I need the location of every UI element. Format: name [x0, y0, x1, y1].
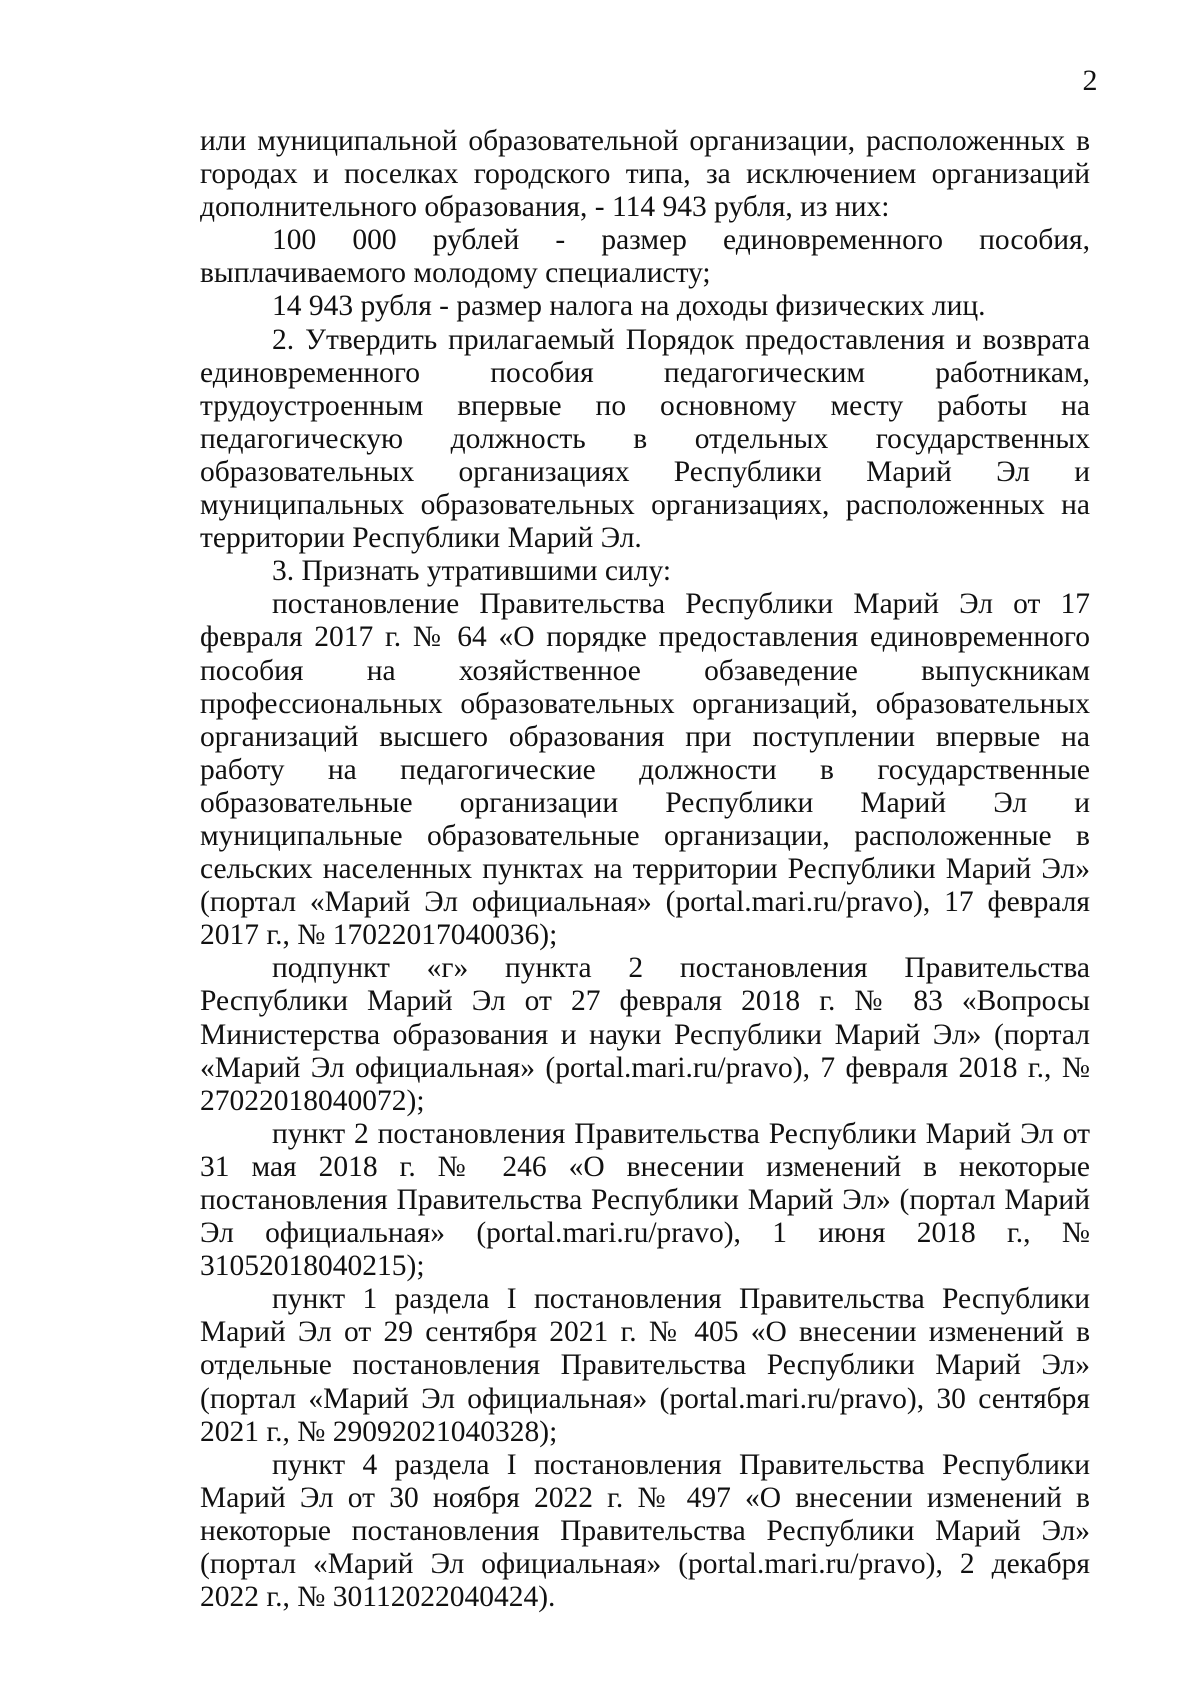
- paragraph-repealed-resolution-64: постановление Правительства Республики Марий Эл от 17 февраля 2017 г. № 64 «О порядке предоставления единовременного пособия на хозяйственное обзаведение выпускникам профессиональных образовательных организаций, образовательных организаций высшего образования при поступлении впервые на работу на педагогические должности в государственные образовательные организации Республики Марий Эл и муниципальные образовательные организации, расположенные в сельских населенных пунктах на территории Республики Марий Эл» (портал «Марий Эл официальная» (portal.mari.ru/pravo), 17 февраля 2017 г., № 17022017040036);: [200, 588, 1090, 952]
- paragraph-funding-remainder: или муниципальной образовательной организации, расположенных в городах и поселках городского типа, за исключением организаций дополнительного образования, - 114 943 рубля, из них:: [200, 125, 1090, 224]
- paragraph-allowance-amount: 100 000 рублей - размер единовременного пособия, выплачиваемого молодому специалисту;: [200, 224, 1090, 290]
- paragraph-repealed-resolution-405: пункт 1 раздела I постановления Правительства Республики Марий Эл от 29 сентября 2021 г. № 405 «О внесении изменений в отдельные постановления Правительства Республики Марий Эл» (портал «Марий Эл официальная» (portal.mari.ru/pravo), 30 сентября 2021 г., № 29092021040328);: [200, 1283, 1090, 1448]
- paragraph-income-tax-amount: 14 943 рубля - размер налога на доходы физических лиц.: [272, 290, 986, 323]
- paragraph-repeal-heading: 3. Признать утратившими силу:: [272, 555, 672, 588]
- paragraph-repealed-resolution-246: пункт 2 постановления Правительства Республики Марий Эл от 31 мая 2018 г. № 246 «О внесении изменений в некоторые постановления Правительства Республики Марий Эл» (портал Марий Эл официальная» (portal.mari.ru/pravo), 1 июня 2018 г., № 31052018040215);: [200, 1117, 1090, 1283]
- document-body: [200, 125, 1090, 1614]
- page-number: 2: [1082, 64, 1098, 97]
- paragraph-repealed-resolution-83: подпункт «г» пункта 2 постановления Правительства Республики Марий Эл от 27 февраля 2018 г. № 83 «Вопросы Министерства образования и науки Республики Марий Эл» (портал «Марий Эл официальная» (portal.mari.ru/pravo), 7 февраля 2018 г., № 27022018040072);: [200, 952, 1090, 1117]
- paragraph-approve-procedure: 2. Утвердить прилагаемый Порядок предоставления и возврата единовременного пособия педагогическим работникам, трудоустроенным впервые по основному месту работы на педагогическую должность в отдельных государственных образовательных организациях Республики Марий Эл и муниципальных образовательных организациях, расположенных на территории Республики Марий Эл.: [200, 323, 1090, 555]
- paragraph-repealed-resolution-497: пункт 4 раздела I постановления Правительства Республики Марий Эл от 30 ноября 2022 г. № 497 «О внесении изменений в некоторые постановления Правительства Республики Марий Эл» (портал «Марий Эл официальная» (portal.mari.ru/pravo), 2 декабря 2022 г., № 30112022040424).: [200, 1448, 1090, 1614]
